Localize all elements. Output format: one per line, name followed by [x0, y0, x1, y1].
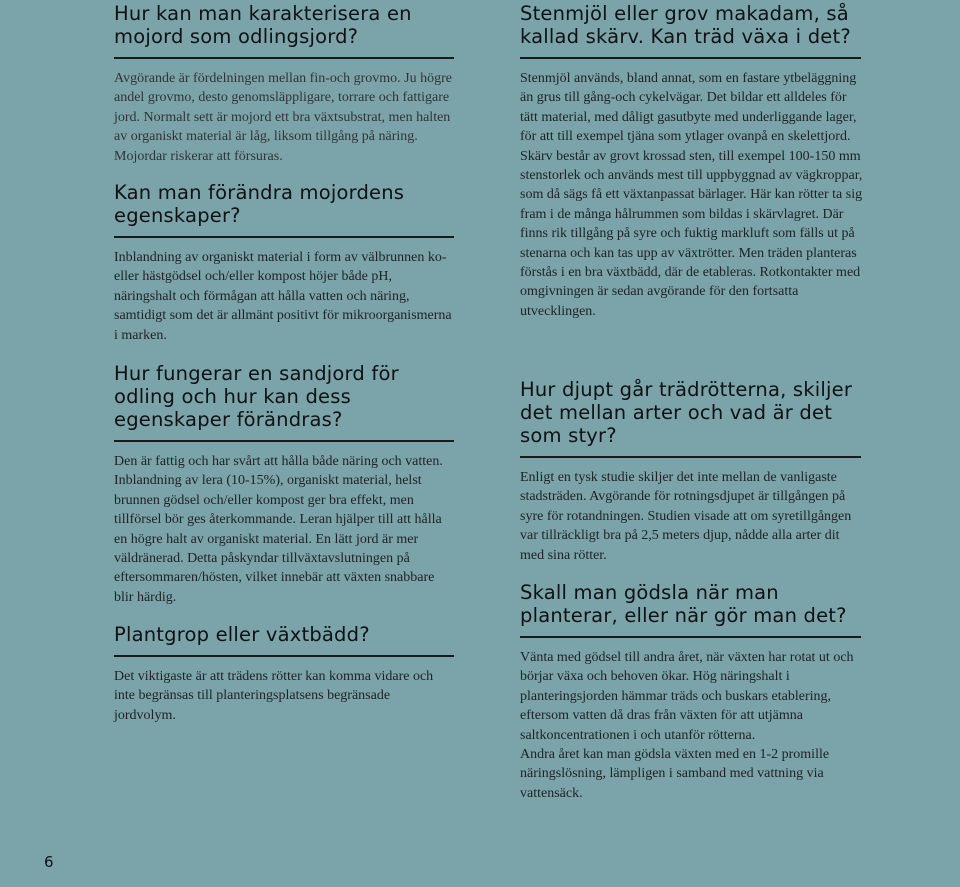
heading-rule	[114, 236, 454, 238]
section-forandra	[114, 181, 454, 345]
heading-rule	[520, 636, 861, 638]
section-body: Enligt en tysk studie skiljer det inte mellan de vanligaste stadsträden. Avgörande för rotningsdjupet är tillgången på syre för rotandningen. Studien visade att om syretillgången var tillräckligt bra på 2,5 meters djup, nådde alla arter dit med sina rötter.	[520, 470, 852, 563]
section-mojord	[114, 2, 454, 166]
heading-rule	[520, 57, 861, 59]
section-sandjord	[114, 362, 454, 607]
section-body: Inblandning av organiskt material i form av välbrunnen ko- eller hästgödsel och/eller kompost höjer både pH, näringshalt och förmågan att hålla vatten och näring, samtidigt som det är allmänt positivt för mikroorganismerna i marken.	[114, 250, 452, 343]
section-heading: Hur fungerar en sandjord för odling och hur kan dess egenskaper förändras?	[114, 362, 399, 431]
section-godsla	[520, 581, 865, 803]
section-heading: Stenmjöl eller grov makadam, så kallad skärv. Kan träd växa i det?	[520, 2, 851, 48]
section-stenmjol	[520, 2, 865, 321]
section-body: Den är fattig och har svårt att hålla både näring och vatten. Inblandning av lera (10-15%), organiskt material, helst brunnen gödsel och/eller kompost ger bra effekt, men tillförsel bör ges återkommande. Leran hjälper till att hålla en högre halt av organiskt material. En lätt jord är mer väldränerad. Detta påskyndar tillväxtavslutningen på eftersommaren/hösten, vilket innebär att växten snabbare blir härdig.	[114, 454, 443, 605]
section-heading: Kan man förändra mojordens egenskaper?	[114, 181, 405, 227]
section-body: Stenmjöl används, bland annat, som en fastare ytbeläggning än grus till gång-och cykelvägar. Det bildar ett alldeles för tätt material, med dåligt gasutbyte med underliggande lager, för att till exempel tjäna som ytlager ovanpå en skelettjord. Skärv består av grovt krossad sten, till exempel 100-150 mm stenstorlek och används mest till uppbyggnad av vägkroppar, som då sägs få ett växtanpassat bärlager. Här kan rötter ta sig fram i de många hålrummen som bildas i skärvlagret. Där finns rik tillgång på syre och fuktig markluft som fälls ut på stenarna och kan tas upp av växtrötter. Men träden planteras förstås i en bra växtbädd, där de etableras. Rotkontakter med omgivningen är sedan avgörande för den fortsatta utvecklingen.	[520, 71, 863, 319]
page-number: 6	[44, 853, 54, 871]
section-heading: Hur kan man karakterisera en mojord som odlingsjord?	[114, 2, 412, 48]
heading-rule	[114, 655, 454, 657]
section-body: Vänta med gödsel till andra året, när växten har rotat ut och börjar växa och behoven ökar. Hög näringshalt i planteringsjorden hämmar träds och buskars etablering, eftersom vatten då dras från växten för att utjämna saltkoncentrationen i och utanför rötterna.	[520, 650, 854, 743]
heading-rule	[114, 57, 454, 59]
section-heading: Skall man gödsla när man planterar, eller när gör man det?	[520, 581, 847, 627]
heading-rule	[114, 440, 454, 442]
section-body: Det viktigaste är att trädens rötter kan komma vidare och inte begränsas till planteringsplatsens begränsade jordvolym.	[114, 669, 434, 723]
section-plantgrop	[114, 623, 454, 725]
section-body: Avgörande är fördelningen mellan fin-och grovmo. Ju högre andel grovmo, desto genomsläppligare, torrare och fattigare jord. Normalt sett är mojord ett bra växtsubstrat, men halten av organiskt material är låg, liksom tillgång på näring. Mojordar riskerar att försuras.	[114, 71, 452, 164]
section-heading: Plantgrop eller växtbädd?	[114, 623, 370, 646]
section-body-continued: Andra året kan man gödsla växten med en 1-2 promille näringslösning, lämpligen i samband med vattning via vattensäck.	[520, 747, 830, 801]
section-heading: Hur djupt går trädrötterna, skiljer det mellan arter och vad är det som styr?	[520, 378, 853, 447]
section-tradrotter	[520, 378, 865, 565]
heading-rule	[520, 456, 861, 458]
